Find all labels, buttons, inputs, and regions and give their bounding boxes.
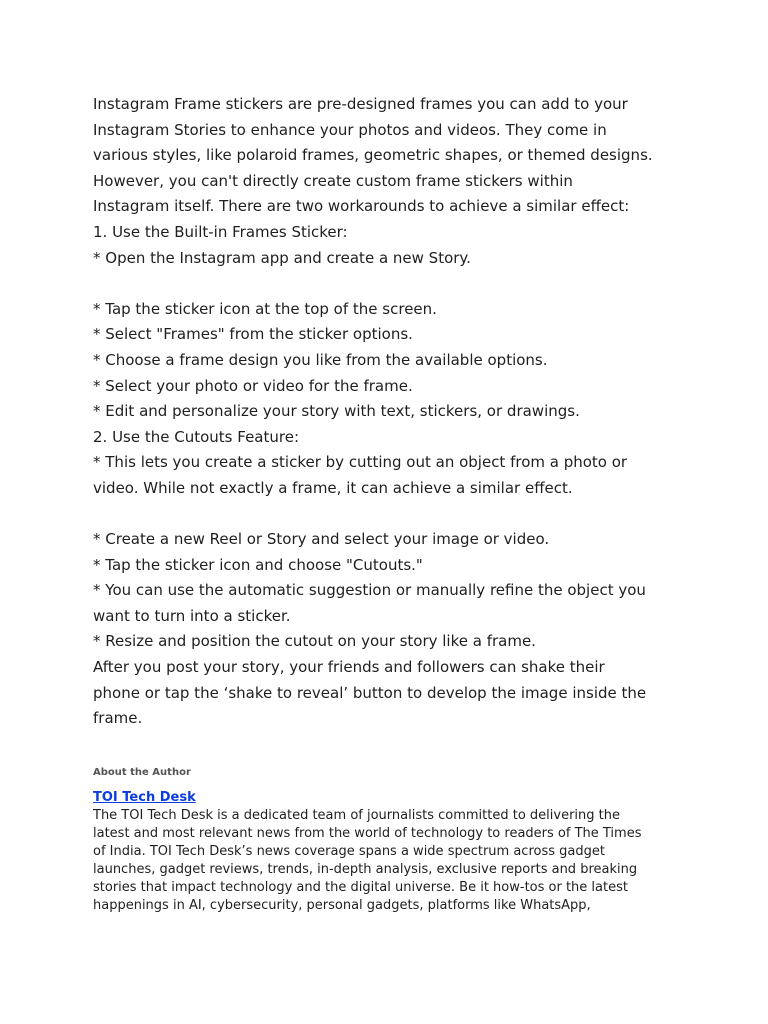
article-line: * Edit and personalize your story with text, stickers, or drawings.	[93, 402, 580, 421]
author-bio	[93, 807, 683, 915]
bio-line: of India. TOI Tech Desk’s news coverage spans a wide spectrum across gadget	[93, 844, 605, 859]
article-line: * Choose a frame design you like from the available options.	[93, 350, 548, 369]
blank-line	[93, 502, 683, 528]
article-line: * This lets you create a sticker by cutting out an object from a photo or	[93, 453, 628, 472]
article-line: * Resize and position the cutout on your story like a frame.	[93, 632, 536, 651]
about-author-label: About the Author	[93, 767, 191, 778]
article-line: After you post your story, your friends and followers can shake their	[93, 658, 605, 677]
bio-line: stories that impact technology and the digital universe. Be it how-tos or the latest	[93, 880, 628, 895]
section-heading-cutouts: 2. Use the Cutouts Feature:	[93, 427, 300, 446]
blank-line	[93, 271, 683, 297]
article-line: various styles, like polaroid frames, geometric shapes, or themed designs.	[93, 146, 653, 165]
article-line: Instagram Frame stickers are pre-designed frames you can add to your	[93, 95, 628, 113]
article-line: Instagram Stories to enhance your photos and videos. They come in	[93, 120, 607, 139]
bio-line: launches, gadget reviews, trends, in-depth analysis, exclusive reports and breaking	[93, 862, 638, 877]
article-line: * Tap the sticker icon and choose "Cutouts."	[93, 555, 423, 574]
article-line: However, you can't directly create custom frame stickers within	[93, 171, 573, 190]
article-line: want to turn into a sticker.	[93, 606, 291, 625]
about-author-section	[93, 766, 683, 915]
article-line: * Open the Instagram app and create a new Story.	[93, 248, 471, 267]
article-line: video. While not exactly a frame, it can achieve a similar effect.	[93, 478, 573, 497]
bio-line: The TOI Tech Desk is a dedicated team of journalists committed to delivering the	[93, 808, 620, 823]
section-heading-builtin-frames: 1. Use the Built-in Frames Sticker:	[93, 222, 348, 241]
article-line: frame.	[93, 709, 143, 728]
article-line: * Select your photo or video for the frame.	[93, 376, 413, 395]
article-line: phone or tap the ‘shake to reveal’ button to develop the image inside the	[93, 683, 647, 702]
article-line: * Create a new Reel or Story and select your image or video.	[93, 530, 550, 549]
article-line: * Select "Frames" from the sticker options.	[93, 325, 413, 344]
author-name-link[interactable]: TOI Tech Desk	[93, 790, 196, 805]
bio-line: latest and most relevant news from the world of technology to readers of The Times	[93, 826, 642, 841]
article-body	[93, 92, 683, 732]
bio-line: happenings in AI, cybersecurity, personal gadgets, platforms like WhatsApp,	[93, 898, 591, 913]
article-line: * You can use the automatic suggestion or manually refine the object you	[93, 581, 646, 600]
article-line: Instagram itself. There are two workarounds to achieve a similar effect:	[93, 197, 630, 216]
article-line: * Tap the sticker icon at the top of the screen.	[93, 299, 437, 318]
